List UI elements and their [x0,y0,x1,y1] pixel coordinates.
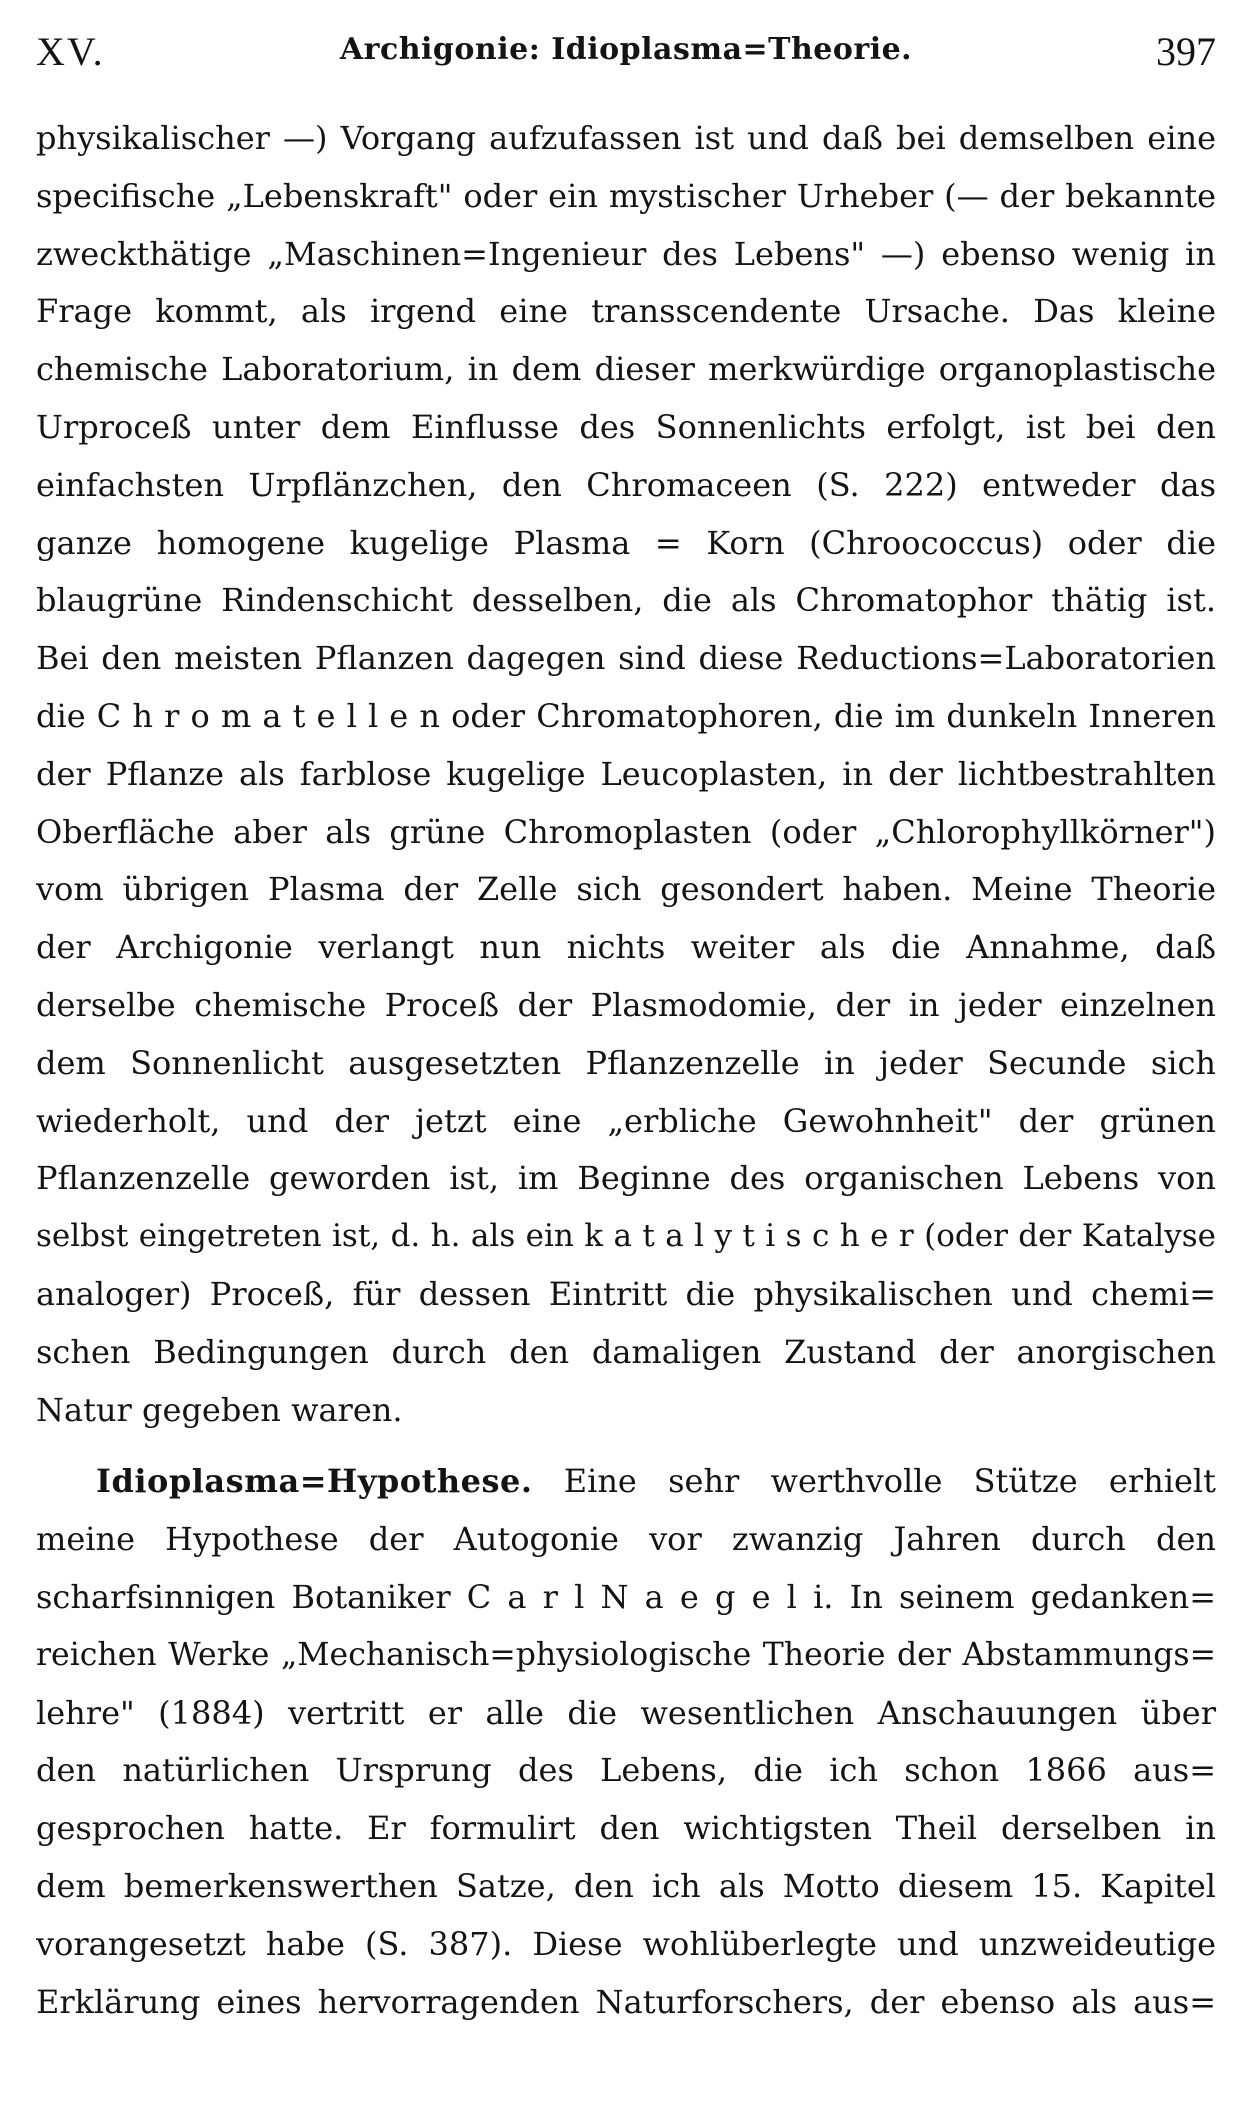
text-line: selbst eingetreten ist, d. h. als ein k a t a l y t i s c h e r (oder der Katalyse [36,1218,1216,1255]
text-line: wiederholt, und der jetzt eine „erbliche Gewohnheit" der grünen [36,1101,1216,1140]
page-number: 397 [1156,29,1216,74]
text-line-with-heading [36,1453,1216,1511]
text-line: specifische „Lebenskraft" oder ein mystischer Urheber (— der bekannte [36,176,1216,215]
text-line: Pflanzenzelle geworden ist, im Beginne des organischen Lebens von [36,1159,1216,1198]
text-line: meine Hypothese der Autogonie vor zwanzig Jahren durch den [36,1520,1216,1559]
text-line: Oberfläche aber als grüne Chromoplasten (oder „Chlorophyllkörner") [36,812,1216,851]
text-line: physikalischer —) Vorgang aufzufassen ist und daß bei demselben eine [36,119,1216,157]
text-line: ganze homogene kugelige Plasma = Korn (Chroococcus) oder die [36,523,1216,562]
text-line: blaugrüne Rindenschicht desselben, die als Chromatophor thätig ist. [36,581,1216,620]
text-line: gesprochen hatte. Er formulirt den wichtigsten Theil derselben in [36,1809,1216,1848]
text-line: Urproceß unter dem Einflusse des Sonnenlichts erfolgt, ist bei den [36,407,1216,446]
text-line: der Pflanze als farblose kugelige Leucoplasten, in der lichtbestrahlten [36,754,1216,793]
text-line: einfachsten Urpflänzchen, den Chromaceen (S. 222) entweder das [36,465,1216,504]
text-line: Erklärung eines hervorragenden Naturforschers, der ebenso als aus= [36,1982,1216,2021]
running-title: Archigonie: Idioplasma=Theorie. [339,32,913,67]
text-line: den natürlichen Ursprung des Lebens, die ich schon 1866 aus= [36,1751,1216,1790]
text-line: Bei den meisten Pflanzen dagegen sind diese Reductions=Laboratorien [36,639,1216,678]
text-line: derselbe chemische Proceß der Plasmodomie, der in jeder einzelnen [36,985,1216,1024]
text-line: der Archigonie verlangt nun nichts weiter als die Annahme, daß [36,928,1216,967]
chapter-number: XV. [36,29,105,74]
paragraph-archigonie [36,110,1216,1439]
text-line: dem Sonnenlicht ausgesetzten Pflanzenzelle in jeder Secunde sich [36,1043,1216,1082]
text-line: dem bemerkenswerthen Satze, den ich als Motto diesem 15. Kapitel [36,1866,1216,1905]
text-line: die C h r o m a t e l l e n oder Chromatophoren, die im dunkeln Inneren [36,696,1216,735]
text-line: chemische Laboratorium, in dem dieser merkwürdige organoplastische [36,350,1216,389]
section-heading: Idioplasma=Hypothese. [96,1462,533,1501]
paragraph-idioplasma [36,1453,1216,2031]
text-line: vorangesetzt habe (S. 387). Diese wohlüberlegte und unzweideutige [36,1924,1216,1963]
book-page [36,28,1216,2098]
text-line: analoger) Proceß, für dessen Eintritt die physikalischen und chemi= [36,1274,1216,1313]
paragraph-gap [36,1439,1216,1453]
body-text [36,110,1216,2031]
text-line: reichen Werke „Mechanisch=physiologische Theorie der Abstammungs= [36,1636,1216,1673]
running-head [36,28,1216,90]
text-line: Natur gegeben waren. [36,1390,403,1429]
text-line: Frage kommt, als irgend eine transscendente Ursache. Das kleine [36,292,1216,331]
text-line: vom übrigen Plasma der Zelle sich gesondert haben. Meine Theorie [36,870,1216,909]
text-line: zweckthätige „Maschinen=Ingenieur des Lebens" —) ebenso wenig in [36,234,1216,273]
text-line: schen Bedingungen durch den damaligen Zustand der anorgischen [36,1332,1216,1371]
text-line: lehre" (1884) vertritt er alle die wesentlichen Anschauungen über [36,1693,1216,1732]
heading-line-text: Eine sehr werthvolle Stütze erhielt [563,1462,1216,1501]
text-line: scharfsinnigen Botaniker C a r l N a e g e l i. In seinem gedanken= [36,1577,1216,1616]
